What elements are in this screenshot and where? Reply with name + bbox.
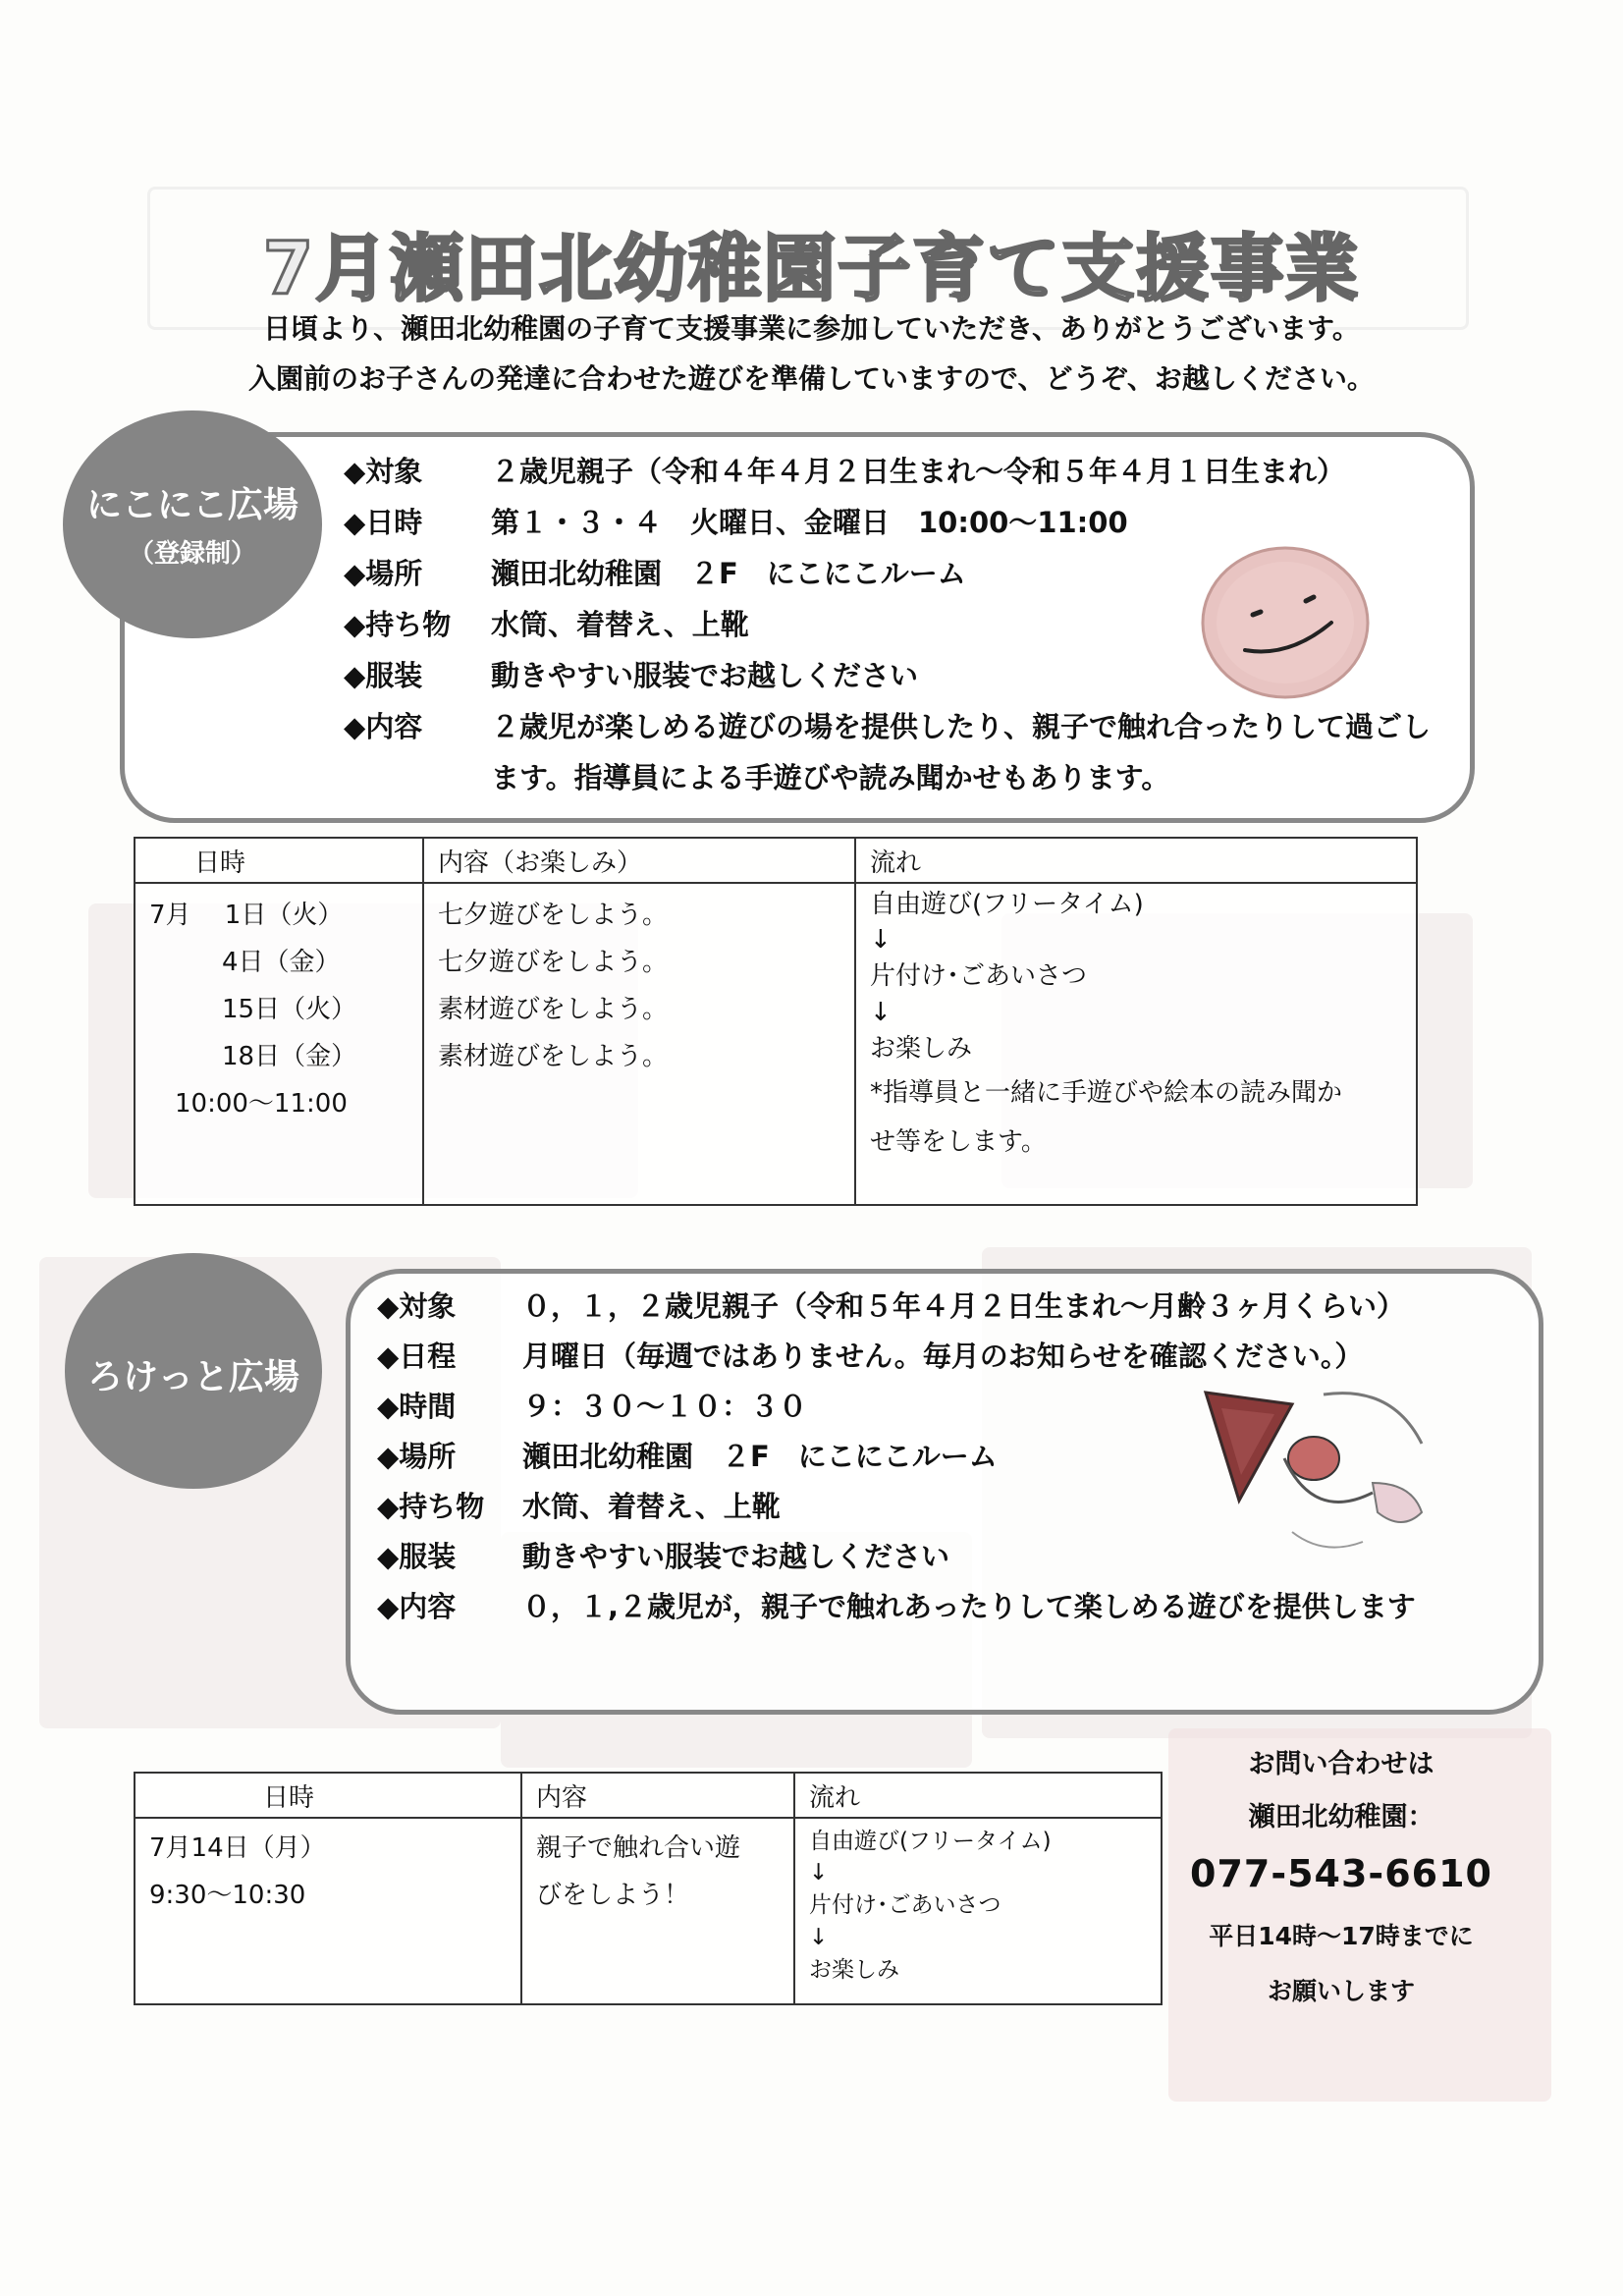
contact-line-4: お願いします [1267, 1977, 1415, 2005]
info-row-clothing: ◆服装 動きやすい服装でお越しください [344, 659, 919, 692]
contact-line-1: お問い合わせは [1248, 1749, 1434, 1779]
table-cell-dates [135, 883, 423, 1205]
info-row-datetime: ◆日時 第１・３・４ 火曜日、金曜日 10:00～11:00 [344, 506, 1128, 539]
date-line: 9:30～10:30 [149, 1881, 306, 1910]
info-row-content: ◆内容 ２歳児が楽しめる遊びの場を提供したり、親子で触れ合ったりして過ごし [344, 710, 1432, 743]
flow-arrow: ↓ [809, 1925, 829, 1950]
table-cell-flow [794, 1818, 1162, 2004]
info-row-target: ◆対象 ２歳児親子（令和４年４月２日生まれ～令和５年４月１日生まれ） [344, 455, 1346, 488]
nikoniko-badge-title: にこにこ広場 [85, 485, 298, 525]
content-line: びをしよう！ [536, 1881, 690, 1910]
flow-note: *指導員と一緒に手遊びや絵本の読み聞か [870, 1078, 1343, 1108]
date-line: 7月 1日（火） [149, 901, 344, 930]
flow-line: 片付け･ごあいさつ [870, 961, 1088, 991]
info-row-belongings: ◆持ち物 水筒、着替え、上靴 [344, 608, 749, 641]
table-header-date: 日時 [135, 1773, 521, 1818]
table-cell-contents [521, 1818, 794, 2004]
table-cell-flow [855, 883, 1417, 1205]
info-row-content: ◆内容 ０，１,２歳児が，親子で触れあったりして楽しめる遊びを提供します [377, 1590, 1416, 1623]
table-header-row [135, 1773, 1162, 1818]
info-row-target: ◆対象 ０，１，２歳児親子（令和５年４月２日生まれ～月齢３ヶ月くらい） [377, 1289, 1406, 1323]
flow-note: せ等をします。 [870, 1127, 1047, 1157]
table-header-content: 内容 [521, 1773, 794, 1818]
watermelon-drawing-icon [1176, 1385, 1451, 1571]
table-header-date: 日時 [135, 838, 423, 883]
content-line: 素材遊びをしよう。 [438, 1042, 669, 1071]
info-row-place: ◆場所 瀬田北幼稚園 ２F にこにこルーム [344, 557, 966, 590]
content-line: 七夕遊びをしよう。 [438, 948, 669, 977]
info-row-content-continued: ます。指導員による手遊びや読み聞かせもあります。 [491, 761, 1170, 794]
flow-arrow: ↓ [870, 998, 892, 1027]
table-header-row [135, 838, 1417, 883]
table-cell-contents [423, 883, 855, 1205]
table-row [135, 1818, 1162, 2004]
flow-line: 片付け･ごあいさつ [809, 1892, 1001, 1918]
intro-line-1: 日頃より、瀬田北幼稚園の子育て支援事業に参加していただき、ありがとうございます。 [263, 312, 1360, 345]
intro-line-2: 入園前のお子さんの発達に合わせた遊びを準備していますので、どうぞ、お越しください。 [248, 362, 1375, 395]
rocket-schedule-table [134, 1772, 1163, 2005]
date-line: 7月14日（月） [149, 1833, 326, 1863]
info-row-clothing: ◆服装 動きやすい服装でお越しください [377, 1540, 950, 1573]
content-line: 素材遊びをしよう。 [438, 995, 669, 1024]
smiley-drawing-icon [1196, 542, 1375, 704]
flow-line: お楽しみ [870, 1034, 973, 1064]
flow-line: 自由遊び(フリータイム) [870, 890, 1144, 919]
contact-line-2: 瀬田北幼稚園： [1248, 1802, 1434, 1832]
table-header-flow: 流れ [794, 1773, 1162, 1818]
content-line: 親子で触れ合い遊 [536, 1833, 741, 1863]
date-line: 15日（火） [222, 995, 357, 1024]
rocket-badge-title: ろけっと広場 [86, 1357, 299, 1397]
flow-arrow: ↓ [809, 1860, 829, 1886]
contact-line-3: 平日14時～17時までに [1209, 1922, 1474, 1950]
date-line: 10:00～11:00 [175, 1089, 348, 1119]
contact-info [1174, 1742, 1508, 2007]
table-header-content: 内容（お楽しみ） [423, 838, 855, 883]
nikoniko-badge-sub: （登録制） [128, 539, 256, 569]
page-title: 7月瀬田北幼稚園子育て支援事業 [262, 227, 1361, 311]
info-row-schedule: ◆日程 月曜日（毎週ではありません。毎月のお知らせを確認ください。） [377, 1339, 1364, 1373]
date-line: 4日（金） [222, 948, 341, 977]
info-row-belongings: ◆持ち物 水筒、着替え、上靴 [377, 1490, 781, 1523]
contact-phone: 077-543-6610 [1190, 1852, 1492, 1895]
nikoniko-schedule-table [134, 837, 1418, 1206]
table-row [135, 883, 1417, 1205]
flow-line: 自由遊び(フリータイム) [809, 1829, 1052, 1854]
info-row-place: ◆場所 瀬田北幼稚園 ２F にこにこルーム [377, 1440, 998, 1473]
content-line: 七夕遊びをしよう。 [438, 901, 669, 930]
rocket-badge [65, 1253, 322, 1489]
nikoniko-badge [63, 410, 322, 638]
date-line: 18日（金） [222, 1042, 357, 1071]
table-header-flow: 流れ [855, 838, 1417, 883]
flow-line: お楽しみ [809, 1957, 899, 1983]
info-row-time: ◆時間 ９：３０～１０：３０ [377, 1390, 808, 1423]
flow-arrow: ↓ [870, 925, 892, 955]
table-cell-dates [135, 1818, 521, 2004]
